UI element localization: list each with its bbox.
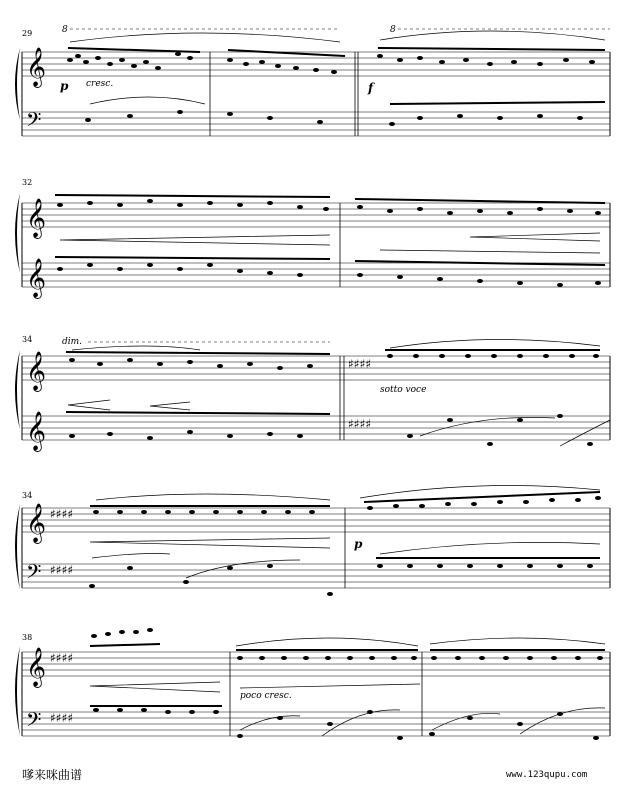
treble-clef-icon: 𝄞 [26, 258, 47, 298]
brace [15, 350, 20, 430]
expression-mark: dim. [62, 337, 83, 347]
music-system-2 [0, 165, 634, 305]
sharp-key-signature-icon: ♯♯♯♯ [348, 417, 372, 431]
bass-clef-icon: 𝄢 [26, 708, 42, 736]
slurs [68, 339, 610, 446]
brace [15, 504, 20, 590]
sharp-key-signature-icon: ♯♯♯♯ [50, 507, 74, 521]
measure-number: 34 [22, 335, 33, 344]
music-system-5 [0, 618, 634, 763]
octave-mark: 8 [62, 25, 68, 35]
bass-clef-icon: 𝄢 [26, 108, 42, 136]
dynamic-mark: p [354, 537, 363, 551]
brace [15, 646, 20, 736]
dynamic-mark: p [60, 79, 69, 93]
bass-staff [22, 564, 610, 588]
measure-number: 32 [22, 178, 33, 187]
treble-clef-icon: 𝄞 [26, 198, 47, 238]
brace [15, 193, 20, 273]
sharp-key-signature-icon: ♯♯♯♯ [50, 651, 74, 665]
bass-staff [22, 112, 610, 136]
octave-mark: 8 [390, 25, 396, 35]
expression-mark: cresc. [86, 79, 114, 89]
treble-clef-icon: 𝄞 [26, 503, 47, 543]
sharp-key-signature-icon: ♯♯♯♯ [348, 357, 372, 371]
beams [66, 350, 600, 414]
treble-staff [22, 652, 610, 676]
note-clusters [67, 52, 595, 126]
beams [55, 195, 605, 265]
treble-clef-icon: 𝄞 [26, 47, 47, 87]
treble-staff [22, 356, 610, 380]
brace [15, 48, 20, 120]
hairpins [60, 233, 600, 253]
slurs [90, 638, 605, 736]
measure-number: 38 [22, 633, 33, 642]
measure-number: 34 [22, 491, 33, 500]
expression-mark: sotto voce [380, 385, 427, 395]
site-name: 嗲来咪曲谱 [22, 768, 83, 782]
beams [90, 644, 605, 706]
treble-clef-icon: 𝄞 [26, 351, 47, 391]
measure-number: 29 [22, 29, 33, 38]
note-clusters [91, 628, 603, 740]
music-system-1 [0, 20, 634, 160]
treble-staff [22, 508, 610, 532]
treble-clef-icon: 𝄞 [26, 411, 47, 451]
bass-clef-icon: 𝄢 [26, 560, 42, 588]
note-clusters [57, 199, 601, 287]
treble-staff [22, 203, 610, 227]
site-url: www.123qupu.com [506, 770, 588, 780]
music-system-3 [0, 320, 634, 460]
sharp-key-signature-icon: ♯♯♯♯ [50, 563, 74, 577]
treble-clef-icon: 𝄞 [26, 647, 47, 687]
expression-mark: poco cresc. [240, 691, 292, 701]
music-system-4 [0, 478, 634, 618]
sharp-key-signature-icon: ♯♯♯♯ [50, 711, 74, 725]
dynamic-mark: f [368, 81, 374, 95]
